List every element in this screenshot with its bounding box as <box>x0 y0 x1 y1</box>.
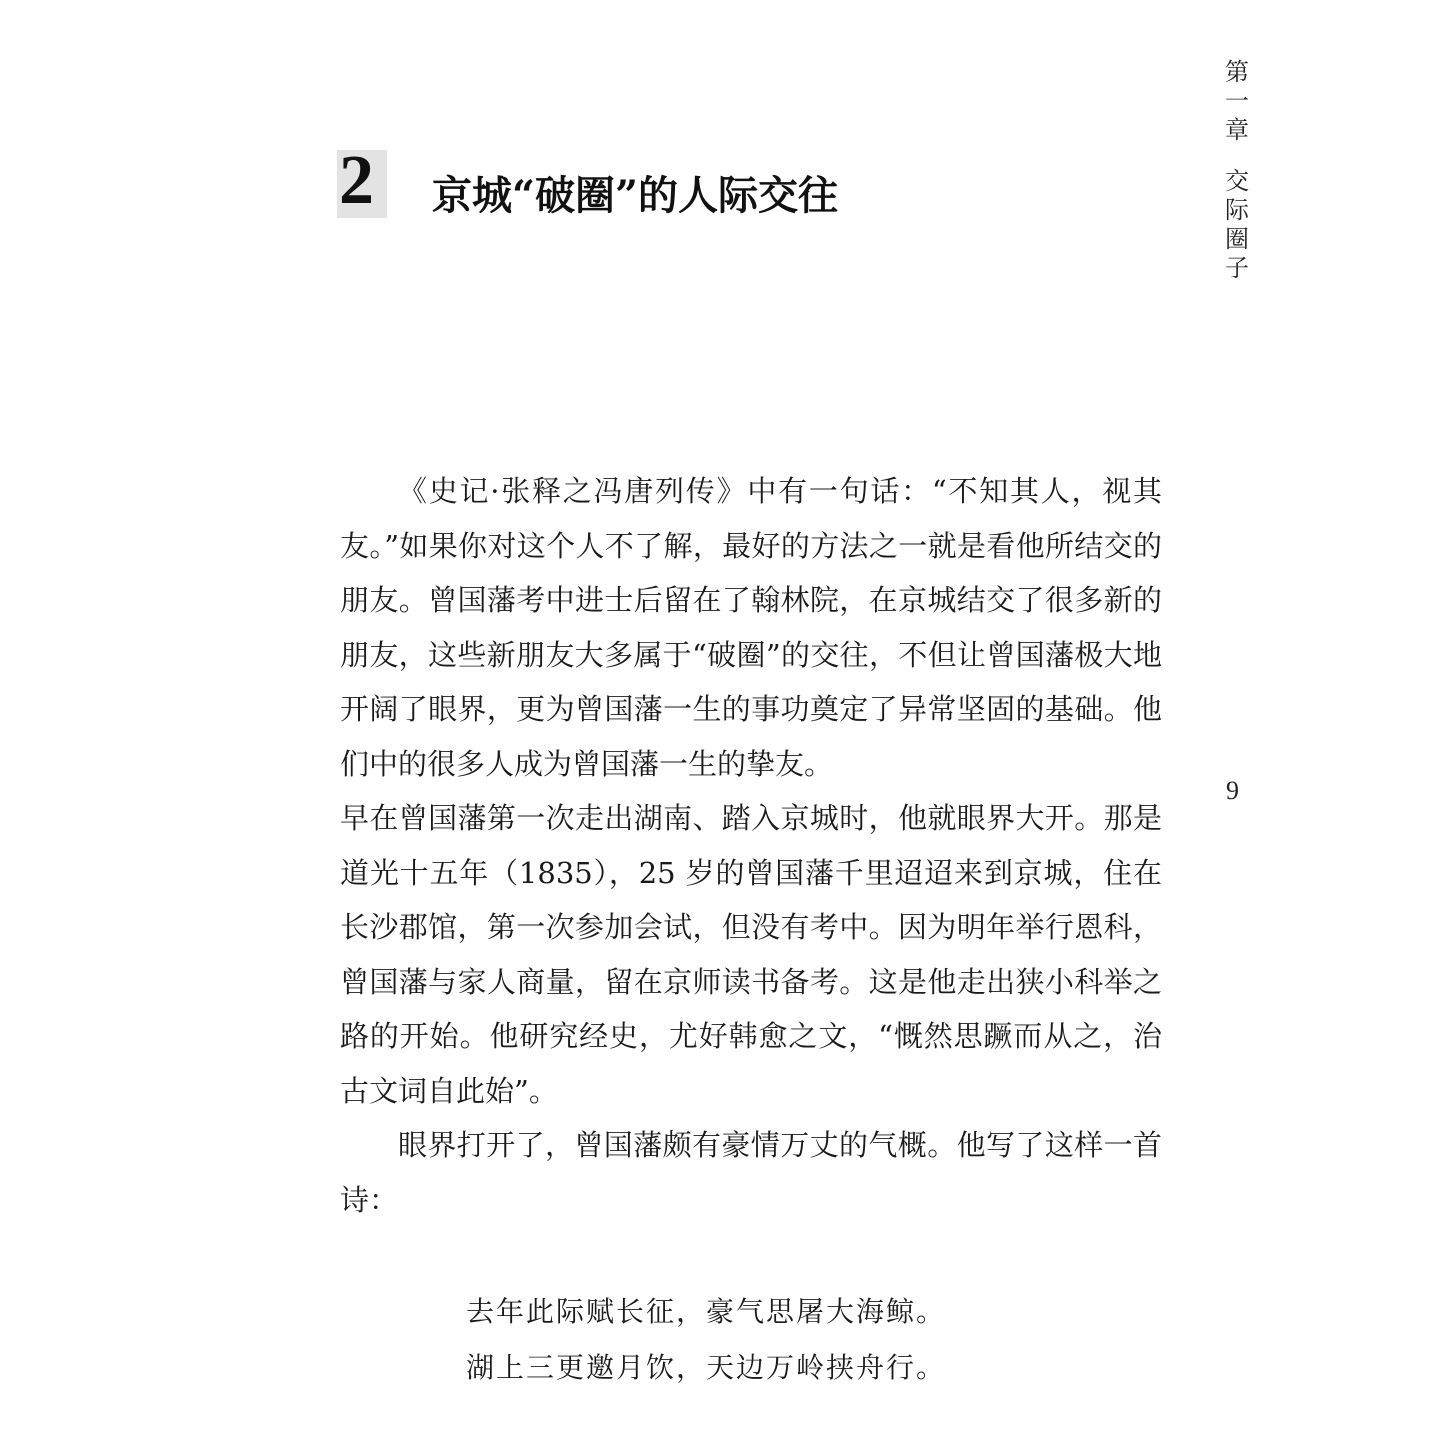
paragraph: 眼界打开了，曾国藩颇有豪情万丈的气概。他写了这样一首诗： <box>340 1128 1162 1217</box>
running-header-char: 际 <box>1225 196 1249 224</box>
paragraph: 《史记·张释之冯唐列传》中有一句话：“不知其人，视其友。”如果你对这个人不了解，最好的方法之一就是看他所结交的朋友。曾国藩考中进士后留在了翰林院，在京城结交了很多新的朋友，这些新朋友大多属于“破圈”的交往，不但让曾国藩极大地开阔了眼界，更为曾国藩一生的事功奠定了异常坚固的基础。他们中的很多人成为曾国藩一生的挚友。 <box>340 474 1162 781</box>
running-header-char: 第 <box>1225 58 1249 86</box>
poem <box>466 1284 946 1396</box>
running-header-gap <box>1222 145 1252 167</box>
poem-line: 湖上三更邀月饮，天边万岭挟舟行。 <box>466 1351 947 1384</box>
section-number: 2 <box>339 142 374 219</box>
paragraph: 早在曾国藩第一次走出湖南、踏入京城时，他就眼界大开。那是道光十五年（1835），25 岁的曾国藩千里迢迢来到京城，住在长沙郡馆，第一次参加会试，但没有考中。因为明年举行恩科，曾国藩与家人商量，留在京师读书备考。这是他走出狭小科举之路的开始。他研究经史，尤好韩愈之文，“慨然思蹶而从之，治古文词自此始”。 <box>340 801 1162 1108</box>
running-header-char: 交 <box>1225 167 1249 195</box>
page-number: 9 <box>1226 776 1239 805</box>
body-text <box>340 464 1162 1227</box>
running-header-char: 子 <box>1225 254 1249 282</box>
running-header-char: 一 <box>1225 87 1249 115</box>
running-header-char: 圈 <box>1225 225 1249 253</box>
poem-line: 去年此际赋长征，豪气思屠大海鲸。 <box>466 1295 947 1328</box>
running-header <box>1222 58 1252 283</box>
running-header-char: 章 <box>1225 116 1249 144</box>
section-title: 京城“破圈”的人际交往 <box>432 172 839 219</box>
